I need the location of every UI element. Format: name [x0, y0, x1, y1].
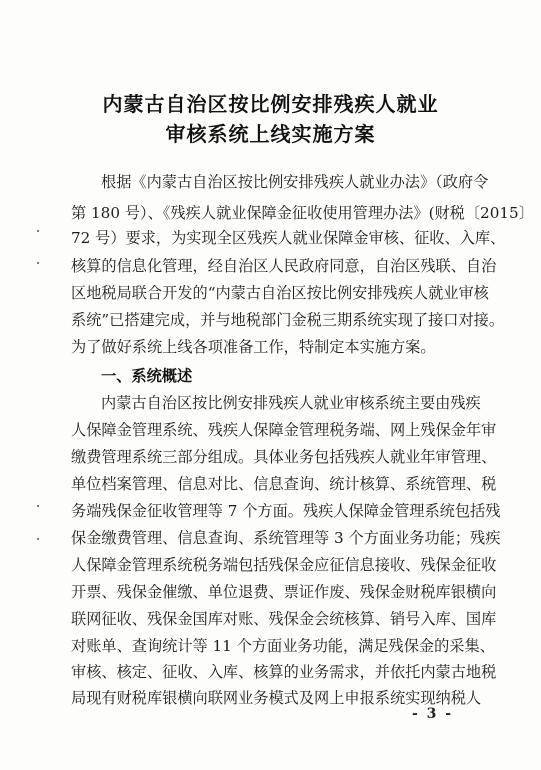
- paragraph-line: 局现有财税库银横向联网业务模式及网上申报系统实现纳税人: [71, 689, 482, 707]
- paragraph-line: 人保障金管理系统、残疾人保障金管理税务端、网上残保金年审: [71, 421, 497, 439]
- paragraph-line: 内蒙古自治区按比例安排残疾人就业审核系统主要由残疾: [101, 394, 481, 412]
- scan-speck: [37, 538, 39, 540]
- paragraph-line: 开票、残保金催缴、单位退费、票证作废、残保金财税库银横向: [71, 583, 497, 601]
- paragraph-line: 系统”已搭建完成，并与地税部门金税三期系统实现了接口对接。: [71, 311, 505, 329]
- paragraph-line: 核算的信息化管理，经自治区人民政府同意，自治区残联、自治: [71, 257, 497, 275]
- paragraph-line: 保金缴费管理、信息查询、系统管理等 3 个方面业务功能；残疾: [71, 529, 501, 547]
- paragraph-line: 区地税局联合开发的“内蒙古自治区按比例安排残疾人就业审核: [71, 284, 489, 302]
- page-number: - 3 -: [412, 706, 454, 722]
- paragraph-line: 根据《内蒙古自治区按比例安排残疾人就业办法》（政府令: [101, 173, 489, 191]
- paragraph-line: 审核、核定、征收、入库、核算的业务需求，并依托内蒙古地税: [71, 663, 497, 681]
- document-title-line-1: 内蒙古自治区按比例安排残疾人就业: [102, 92, 439, 116]
- scan-speck: [37, 230, 39, 232]
- paragraph-line: 72 号）要求，为实现全区残疾人就业保障金审核、征收、入库、: [71, 229, 506, 247]
- scan-speck: [37, 262, 39, 264]
- document-title-line-2: 审核系统上线实施方案: [165, 122, 376, 146]
- paragraph-line: 单位档案管理、信息对比、信息查询、统计核算、系统管理、税: [71, 475, 497, 493]
- section-heading: 一、系统概述: [101, 367, 193, 385]
- scan-speck: [37, 505, 39, 507]
- paragraph-line: 对账单、查询统计等 11 个方面业务功能，满足残保金的采集、: [71, 637, 495, 655]
- paragraph-line: 为了做好系统上线各项准备工作，特制定本实施方案。: [71, 338, 436, 356]
- paragraph-line: 第 180 号）、《残疾人就业保障金征收使用管理办法》(财税〔2015〕: [71, 204, 534, 222]
- paragraph-line: 务端残保金征收管理等 7 个方面。残疾人保障金管理系统包括残: [71, 502, 501, 520]
- paragraph-line: 人保障金管理系统税务端包括残保金应征信息接收、残保金征收: [71, 556, 497, 574]
- paragraph-line: 联网征收、残保金国库对账、残保金会统核算、销号入库、国库: [71, 610, 497, 628]
- paragraph-line: 缴费管理系统三部分组成。具体业务包括残疾人就业年审管理、: [71, 448, 497, 466]
